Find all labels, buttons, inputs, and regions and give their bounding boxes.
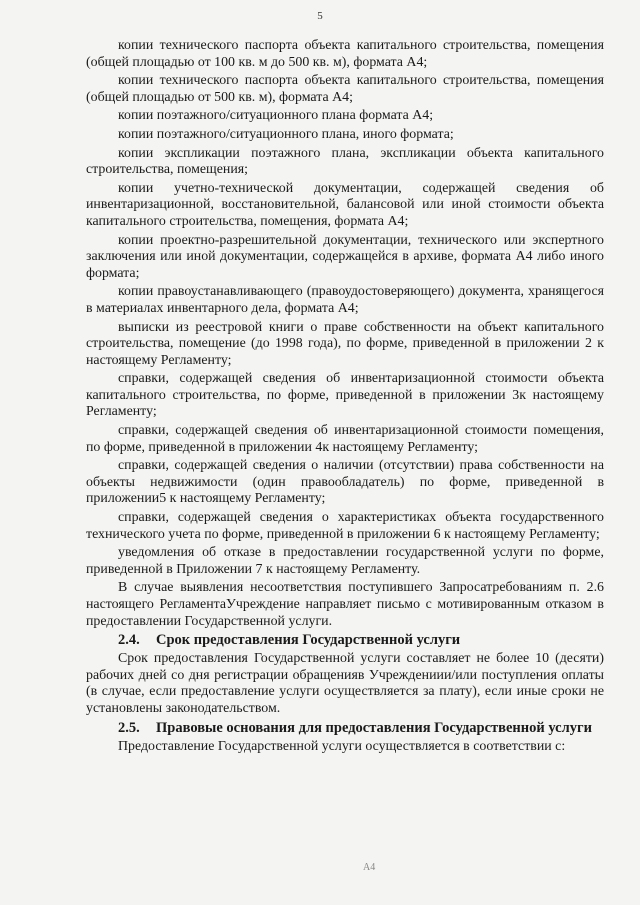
section-number: 2.4. (118, 632, 140, 649)
paragraph: выписки из реестровой книги о праве собственности на объект капитального строительства, помещение (до 1998 года), по форме, приведенной в приложении 2 к настоящему Регламенту; (86, 319, 604, 368)
section-number: 2.5. (118, 719, 140, 736)
paragraph: копии поэтажного/ситуационного плана формата А4; (118, 108, 434, 124)
paragraph: справки, содержащей сведения об инвентаризационной стоимости помещения, по форме, приведенной в приложении 4к настоящему Регламенту; (86, 423, 604, 455)
paragraph: уведомления об отказе в предоставлении государственной услуги по форме, приведенной в Приложении 7 к настоящему Регламенту. (86, 545, 604, 577)
paragraph: копии проектно-разрешительной документации, технического или экспертного заключения или иной документации, содержащейся в архиве, формата А4 либо иного формата; (86, 232, 604, 281)
paragraph: копии правоустанавливающего (правоудостоверяющего) документа, хранящегося в материалах инвентарного дела, формата А4; (86, 284, 604, 316)
document-body (86, 38, 604, 755)
footer-mark: A4 (363, 862, 376, 873)
section-2-5-text: Предоставление Государственной услуги осуществляется в соответствии с: (118, 738, 566, 754)
paragraph: копии технического паспорта объекта капитального строительства, помещения (общей площадью от 500 кв. м), формата А4; (86, 73, 604, 105)
paragraph: копии технического паспорта объекта капитального строительства, помещения (общей площадью от 100 кв. м до 500 кв. м), формата А4; (86, 38, 604, 70)
section-heading-2-4 (86, 632, 604, 649)
section-title: Правовые основания для предоставления Государственной услуги (156, 719, 592, 736)
page-number: 5 (317, 10, 323, 22)
section-title: Срок предоставления Государственной услуги (156, 632, 461, 649)
section-2-4-text: Срок предоставления Государственной услуги составляет не более 10 (десяти) рабочих дней со дня регистрации обращенияв Учреждениии/или поступления оплаты (в случае, если предоставление услуги осуществляется за плату), если иные сроки не установлены законодательством. (86, 651, 604, 716)
paragraph: справки, содержащей сведения об инвентаризационной стоимости объекта капитального строительства, по форме, приведенной в приложении 3к настоящему Регламенту; (86, 371, 604, 420)
paragraph: справки, содержащей сведения о наличии (отсутствии) права собственности на объекты недвижимости (один правообладатель) по форме, приведенной в приложении5 к настоящему Регламенту; (86, 458, 604, 507)
paragraph: В случае выявления несоответствия поступившего Запросатребованиям п. 2.6 настоящего РегламентаУчреждение направляет письмо с мотивированным отказом в предоставлении Государственной услуги. (86, 580, 604, 629)
paragraph: справки, содержащей сведения о характеристиках объекта государственного технического учета по форме, приведенной в приложении 6 к настоящему Регламенту; (86, 510, 604, 542)
section-heading-2-5 (86, 720, 604, 737)
paragraph: копии учетно-технической документации, содержащей сведения об инвентаризационной, восстановительной, балансовой или иной стоимости объекта капитального строительства, помещения, формата А4; (86, 180, 604, 229)
paragraph: копии поэтажного/ситуационного плана, иного формата; (118, 126, 454, 142)
paragraph: копии экспликации поэтажного плана, экспликации объекта капитального строительства, помещения; (86, 145, 604, 178)
